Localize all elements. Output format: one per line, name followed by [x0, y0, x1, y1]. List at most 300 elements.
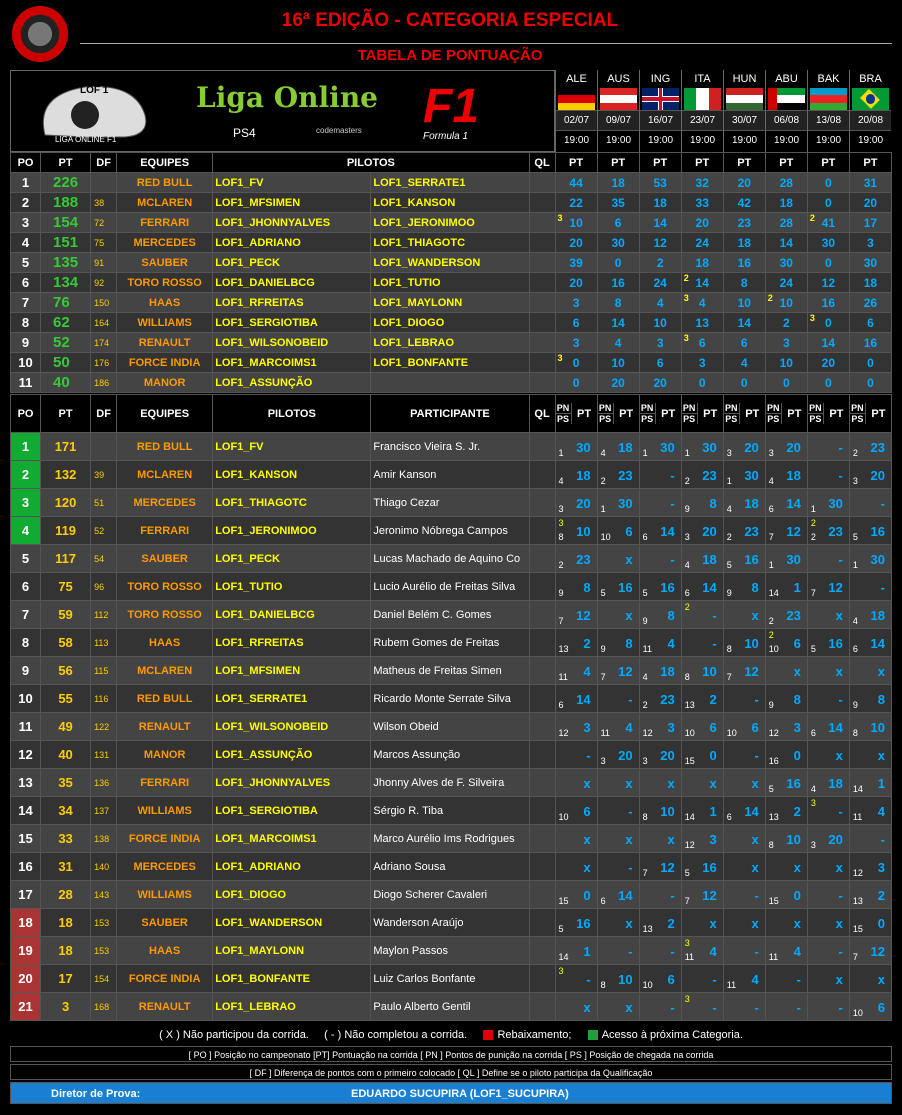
race-result: x — [555, 769, 597, 797]
race-result: x — [597, 601, 639, 629]
race-result: 3 20 — [807, 825, 849, 853]
race-points: 3 — [639, 333, 681, 353]
driver-pilot: LOF1_DIOGO — [213, 881, 371, 909]
race-result: 8 10 — [765, 825, 807, 853]
driver-points: 28 — [41, 881, 91, 909]
legend-abbreviations-1: [ PO ] Posição no campeonato [PT] Pontuação na corrida [ PN ] Pontos de punição na corrida [ PS ] Posição de chegada na corrida — [10, 1046, 892, 1062]
race-result: 8 10 — [597, 965, 639, 993]
race-result: 8 10 — [849, 713, 891, 741]
race-name: BAK — [808, 70, 849, 88]
col-ql: QL — [529, 153, 555, 173]
race-result: - — [723, 741, 765, 769]
race-points: 24 — [681, 233, 723, 253]
race-points: 10 — [765, 353, 807, 373]
race-result: 3 20 — [681, 517, 723, 545]
race-result: 15 0 — [765, 881, 807, 909]
race-result: 3 20 — [639, 741, 681, 769]
driver-team: MCLAREN — [117, 657, 213, 685]
driver-pilot: LOF1_LEBRAO — [213, 993, 371, 1021]
race-name: BRA — [850, 70, 891, 88]
race-result: - — [765, 965, 807, 993]
driver-pilot: LOF1_MAYLONN — [213, 937, 371, 965]
driver-position: 5 — [11, 545, 41, 573]
race-points: 0 — [681, 373, 723, 393]
race-points: 32 — [681, 173, 723, 193]
race-points: 28 — [765, 213, 807, 233]
race-result: 1 30 — [807, 489, 849, 517]
race-result: 2 23 — [723, 517, 765, 545]
driver-pilot: LOF1_FV — [213, 433, 371, 461]
race-result: - — [639, 881, 681, 909]
driver-ql — [529, 881, 555, 909]
race-points: 20 — [681, 213, 723, 233]
race-points: 3 — [765, 333, 807, 353]
team-ql — [529, 333, 555, 353]
driver-row — [11, 629, 892, 657]
team-ql — [529, 273, 555, 293]
col-race-pt: PT — [639, 153, 681, 173]
driver-ql — [529, 993, 555, 1021]
race-result: 9 8 — [681, 489, 723, 517]
race-result: x — [807, 657, 849, 685]
legend-row — [10, 1024, 892, 1046]
race-points: 0 — [597, 253, 639, 273]
team-position: 11 — [11, 373, 41, 393]
driver-team: FERRARI — [117, 517, 213, 545]
driver-pilot: LOF1_MFSIMEN — [213, 657, 371, 685]
race-result: 10 6 — [681, 713, 723, 741]
driver-ql — [529, 545, 555, 573]
driver-ql — [529, 573, 555, 601]
race-points: 24 — [765, 273, 807, 293]
race-result: - — [639, 937, 681, 965]
race-result: 8 10 — [681, 657, 723, 685]
driver-team: RED BULL — [117, 433, 213, 461]
race-result: x — [681, 909, 723, 937]
race-name: ING — [640, 70, 681, 88]
race-points: 16 — [723, 253, 765, 273]
team-name: MCLAREN — [117, 193, 213, 213]
teams-table-header — [11, 153, 892, 173]
race-result: 2 23 — [639, 685, 681, 713]
race-points: 10 — [639, 313, 681, 333]
austria-flag-icon — [600, 88, 637, 110]
race-date: 30/07 — [724, 110, 765, 130]
race-ita — [681, 70, 723, 152]
pilot-1: LOF1_WILSONOBEID — [213, 333, 371, 353]
pilot-1: LOF1_FV — [213, 173, 371, 193]
race-result: 7 12 — [849, 937, 891, 965]
race-points: 2 — [639, 253, 681, 273]
race-hun — [723, 70, 765, 152]
pilot-2: LOF1_SERRATE1 — [371, 173, 529, 193]
lof1-caption: LIGA ONLINE F1 — [55, 135, 117, 144]
race-result: 12 3 — [765, 713, 807, 741]
race-points: 0 — [555, 373, 597, 393]
driver-position: 18 — [11, 909, 41, 937]
race-name: ITA — [682, 70, 723, 88]
driver-row — [11, 685, 892, 713]
race-name: AUS — [598, 70, 639, 88]
uk-flag-icon — [642, 88, 679, 110]
race-name: ABU — [766, 70, 807, 88]
race-result: 10 6 — [597, 517, 639, 545]
driver-points: 49 — [41, 713, 91, 741]
race-result: 11 4 — [723, 965, 765, 993]
race-result: - — [639, 545, 681, 573]
team-position: 3 — [11, 213, 41, 233]
race-result: - — [849, 825, 891, 853]
race-result: - — [639, 993, 681, 1021]
race-points: 44 — [555, 173, 597, 193]
race-result: - — [807, 433, 849, 461]
col-race-pn-ps-pt: PN PS PT — [555, 395, 597, 433]
driver-ql — [529, 797, 555, 825]
promotion-swatch — [588, 1030, 598, 1040]
driver-points: 132 — [41, 461, 91, 489]
driver-team: MANOR — [117, 741, 213, 769]
uae-flag-icon — [768, 88, 805, 110]
race-result: 3 20 — [765, 433, 807, 461]
col-pt: PT — [41, 395, 91, 433]
race-time: 19:00 — [808, 130, 849, 150]
race-result: - — [807, 993, 849, 1021]
race-result: x — [807, 741, 849, 769]
race-result: 4 18 — [681, 545, 723, 573]
race-points: 20 — [723, 173, 765, 193]
driver-team: RED BULL — [117, 685, 213, 713]
driver-participant: Rubem Gomes de Freitas — [371, 629, 529, 657]
driver-points: 58 — [41, 629, 91, 657]
driver-ql — [529, 685, 555, 713]
race-points: 12 — [639, 233, 681, 253]
race-points: 4 — [597, 333, 639, 353]
driver-team: TORO ROSSO — [117, 573, 213, 601]
driver-row — [11, 545, 892, 573]
race-points: 3 0 — [555, 353, 597, 373]
page-header — [0, 0, 902, 70]
driver-position: 21 — [11, 993, 41, 1021]
pilot-2: LOF1_LEBRAO — [371, 333, 529, 353]
race-result: 6 14 — [849, 629, 891, 657]
driver-row — [11, 601, 892, 629]
driver-diff: 116 — [91, 685, 117, 713]
relegation-swatch — [483, 1030, 493, 1040]
race-result: 6 14 — [681, 573, 723, 601]
race-points: 0 — [807, 193, 849, 213]
race-date: 20/08 — [850, 110, 891, 130]
director-label: Diretor de Prova: — [51, 1088, 141, 1100]
race-points: 30 — [849, 253, 891, 273]
driver-row — [11, 741, 892, 769]
driver-pilot: LOF1_SERGIOTIBA — [213, 797, 371, 825]
driver-pilot: LOF1_MARCOIMS1 — [213, 825, 371, 853]
team-name: MERCEDES — [117, 233, 213, 253]
race-points: 18 — [597, 173, 639, 193]
driver-position: 4 — [11, 517, 41, 545]
race-result: - — [807, 937, 849, 965]
race-result: 4 18 — [555, 461, 597, 489]
race-result: 9 8 — [723, 573, 765, 601]
ps4-logo: PS4 — [233, 126, 256, 140]
col-ql: QL — [529, 395, 555, 433]
team-diff: 92 — [91, 273, 117, 293]
title-divider — [80, 43, 892, 44]
col-pilotos: PILOTOS — [213, 153, 529, 173]
driver-position: 16 — [11, 853, 41, 881]
race-date: 16/07 — [640, 110, 681, 130]
pilot-2: LOF1_BONFANTE — [371, 353, 529, 373]
driver-row — [11, 713, 892, 741]
race-result: 14 1 — [681, 797, 723, 825]
team-diff: 186 — [91, 373, 117, 393]
race-result: 12 3 — [849, 853, 891, 881]
team-row — [11, 253, 892, 273]
race-points: 28 — [765, 173, 807, 193]
team-row — [11, 373, 892, 393]
race-result: x — [555, 825, 597, 853]
race-time: 19:00 — [640, 130, 681, 150]
driver-pilot: LOF1_THIAGOTC — [213, 489, 371, 517]
driver-ql — [529, 461, 555, 489]
race-result: 1 30 — [597, 489, 639, 517]
col-race-pt: PT — [849, 153, 891, 173]
race-result: 11 4 — [765, 937, 807, 965]
race-result: 4 18 — [807, 769, 849, 797]
race-result: x — [849, 741, 891, 769]
race-points: 2 10 — [765, 293, 807, 313]
azerbaijan-flag-icon — [810, 88, 847, 110]
team-points: 50 — [41, 353, 91, 373]
race-result: 1 30 — [849, 545, 891, 573]
race-result: 3 11 4 — [681, 937, 723, 965]
race-result: 1 30 — [555, 433, 597, 461]
race-points: 33 — [681, 193, 723, 213]
team-diff: 75 — [91, 233, 117, 253]
race-points: 53 — [639, 173, 681, 193]
team-row — [11, 273, 892, 293]
race-result: x — [555, 993, 597, 1021]
driver-pilot: LOF1_RFREITAS — [213, 629, 371, 657]
race-result: 9 8 — [765, 685, 807, 713]
team-points: 52 — [41, 333, 91, 353]
race-ale — [555, 70, 597, 152]
race-result: 1 30 — [765, 545, 807, 573]
race-result: 13 2 — [849, 881, 891, 909]
race-points: 22 — [555, 193, 597, 213]
driver-team: SAUBER — [117, 545, 213, 573]
team-name: FORCE INDIA — [117, 353, 213, 373]
team-position: 6 — [11, 273, 41, 293]
race-result: 4 18 — [597, 433, 639, 461]
team-name: SAUBER — [117, 253, 213, 273]
race-result: 4 18 — [723, 489, 765, 517]
race-result: 7 12 — [681, 881, 723, 909]
pilot-2: LOF1_WANDERSON — [371, 253, 529, 273]
team-position: 1 — [11, 173, 41, 193]
team-ql — [529, 253, 555, 273]
driver-team: TORO ROSSO — [117, 601, 213, 629]
race-points: 10 — [723, 293, 765, 313]
race-points: 20 — [807, 353, 849, 373]
race-result: - — [723, 685, 765, 713]
league-banner — [10, 70, 555, 152]
race-result: 16 0 — [765, 741, 807, 769]
race-result: 6 14 — [807, 713, 849, 741]
race-result: x — [765, 657, 807, 685]
race-result: 2 - — [681, 601, 723, 629]
driver-participant: Marco Aurélio Ims Rodrigues — [371, 825, 529, 853]
race-result: 3 20 — [555, 489, 597, 517]
driver-participant: Jeronimo Nóbrega Campos — [371, 517, 529, 545]
race-points: 0 — [807, 373, 849, 393]
driver-diff: 136 — [91, 769, 117, 797]
race-result: x — [765, 909, 807, 937]
race-result: 7 12 — [765, 517, 807, 545]
driver-pilot: LOF1_SERRATE1 — [213, 685, 371, 713]
race-points: 14 — [597, 313, 639, 333]
team-row — [11, 233, 892, 253]
team-position: 4 — [11, 233, 41, 253]
team-row — [11, 293, 892, 313]
team-points: 134 — [41, 273, 91, 293]
race-result: x — [723, 601, 765, 629]
team-points: 151 — [41, 233, 91, 253]
driver-points: 3 — [41, 993, 91, 1021]
driver-pilot: LOF1_WILSONOBEID — [213, 713, 371, 741]
lof1-logo — [25, 75, 165, 145]
col-pt: PT — [41, 153, 91, 173]
race-points: 18 — [849, 273, 891, 293]
race-result: 6 14 — [639, 517, 681, 545]
race-result: - — [807, 545, 849, 573]
driver-points: 18 — [41, 937, 91, 965]
race-result: 1 30 — [639, 433, 681, 461]
team-name: TORO ROSSO — [117, 273, 213, 293]
race-points: 0 — [765, 373, 807, 393]
race-aus — [597, 70, 639, 152]
race-points: 3 4 — [681, 293, 723, 313]
driver-position: 13 — [11, 769, 41, 797]
pilot-2: LOF1_TUTIO — [371, 273, 529, 293]
race-result: - — [723, 993, 765, 1021]
driver-position: 2 — [11, 461, 41, 489]
driver-diff: 140 — [91, 853, 117, 881]
driver-participant: Ricardo Monte Serrate Silva — [371, 685, 529, 713]
col-race-pn-ps-pt: PN PS PT — [681, 395, 723, 433]
race-result: 9 8 — [555, 573, 597, 601]
race-result: x — [597, 909, 639, 937]
race-result: 11 4 — [849, 797, 891, 825]
driver-position: 14 — [11, 797, 41, 825]
driver-participant: Francisco Vieira S. Jr. — [371, 433, 529, 461]
driver-position: 8 — [11, 629, 41, 657]
team-ql — [529, 193, 555, 213]
race-result: 6 14 — [765, 489, 807, 517]
col-race-pt: PT — [681, 153, 723, 173]
pilot-2: LOF1_DIOGO — [371, 313, 529, 333]
driver-row — [11, 937, 892, 965]
col-race-pt: PT — [807, 153, 849, 173]
driver-position: 11 — [11, 713, 41, 741]
driver-participant: Lucio Aurélio de Freitas Silva — [371, 573, 529, 601]
driver-position: 1 — [11, 433, 41, 461]
race-result: x — [723, 909, 765, 937]
driver-team: RENAULT — [117, 993, 213, 1021]
race-time: 19:00 — [682, 130, 723, 150]
driver-row — [11, 489, 892, 517]
race-points: 3 — [555, 333, 597, 353]
race-result: - — [807, 461, 849, 489]
team-row — [11, 313, 892, 333]
driver-diff: 168 — [91, 993, 117, 1021]
driver-diff: 52 — [91, 517, 117, 545]
driver-diff: 131 — [91, 741, 117, 769]
league-badge-logo — [12, 6, 68, 62]
race-points: 30 — [807, 233, 849, 253]
team-position: 5 — [11, 253, 41, 273]
team-row — [11, 353, 892, 373]
race-result: - — [555, 741, 597, 769]
race-result: 6 14 — [723, 797, 765, 825]
driver-pilot: LOF1_WANDERSON — [213, 909, 371, 937]
legend-x: ( X ) Não participou da corrida. — [159, 1029, 309, 1041]
race-result: x — [807, 601, 849, 629]
race-name: ALE — [556, 70, 597, 88]
race-result: x — [807, 853, 849, 881]
race-points: 42 — [723, 193, 765, 213]
driver-diff: 113 — [91, 629, 117, 657]
col-race-pt: PT — [555, 153, 597, 173]
liga-online-logo: Liga Online — [196, 81, 378, 114]
team-position: 10 — [11, 353, 41, 373]
driver-points: 40 — [41, 741, 91, 769]
team-position: 7 — [11, 293, 41, 313]
race-result: 9 8 — [849, 685, 891, 713]
team-diff — [91, 173, 117, 193]
driver-ql — [529, 937, 555, 965]
driver-position: 20 — [11, 965, 41, 993]
pilot-1: LOF1_ADRIANO — [213, 233, 371, 253]
race-points: 8 — [597, 293, 639, 313]
race-result: x — [639, 769, 681, 797]
driver-points: 33 — [41, 825, 91, 853]
driver-points: 119 — [41, 517, 91, 545]
driver-position: 6 — [11, 573, 41, 601]
race-result: - — [681, 965, 723, 993]
driver-ql — [529, 489, 555, 517]
pilot-1: LOF1_ASSUNÇÃO — [213, 373, 371, 393]
race-result: 13 2 — [681, 685, 723, 713]
team-name: HAAS — [117, 293, 213, 313]
driver-row — [11, 853, 892, 881]
race-points: 17 — [849, 213, 891, 233]
race-result: 13 2 — [765, 797, 807, 825]
driver-ql — [529, 433, 555, 461]
race-points: 6 — [597, 213, 639, 233]
race-points: 3 0 — [807, 313, 849, 333]
race-points: 35 — [597, 193, 639, 213]
driver-team: RENAULT — [117, 713, 213, 741]
race-result: - — [723, 937, 765, 965]
race-bra — [849, 70, 891, 152]
driver-participant: Luiz Carlos Bonfante — [371, 965, 529, 993]
team-ql — [529, 353, 555, 373]
driver-pilot: LOF1_ASSUNÇÃO — [213, 741, 371, 769]
race-time: 19:00 — [766, 130, 807, 150]
race-result: 4 18 — [765, 461, 807, 489]
legend-relegation: Rebaixamento; — [497, 1029, 572, 1041]
